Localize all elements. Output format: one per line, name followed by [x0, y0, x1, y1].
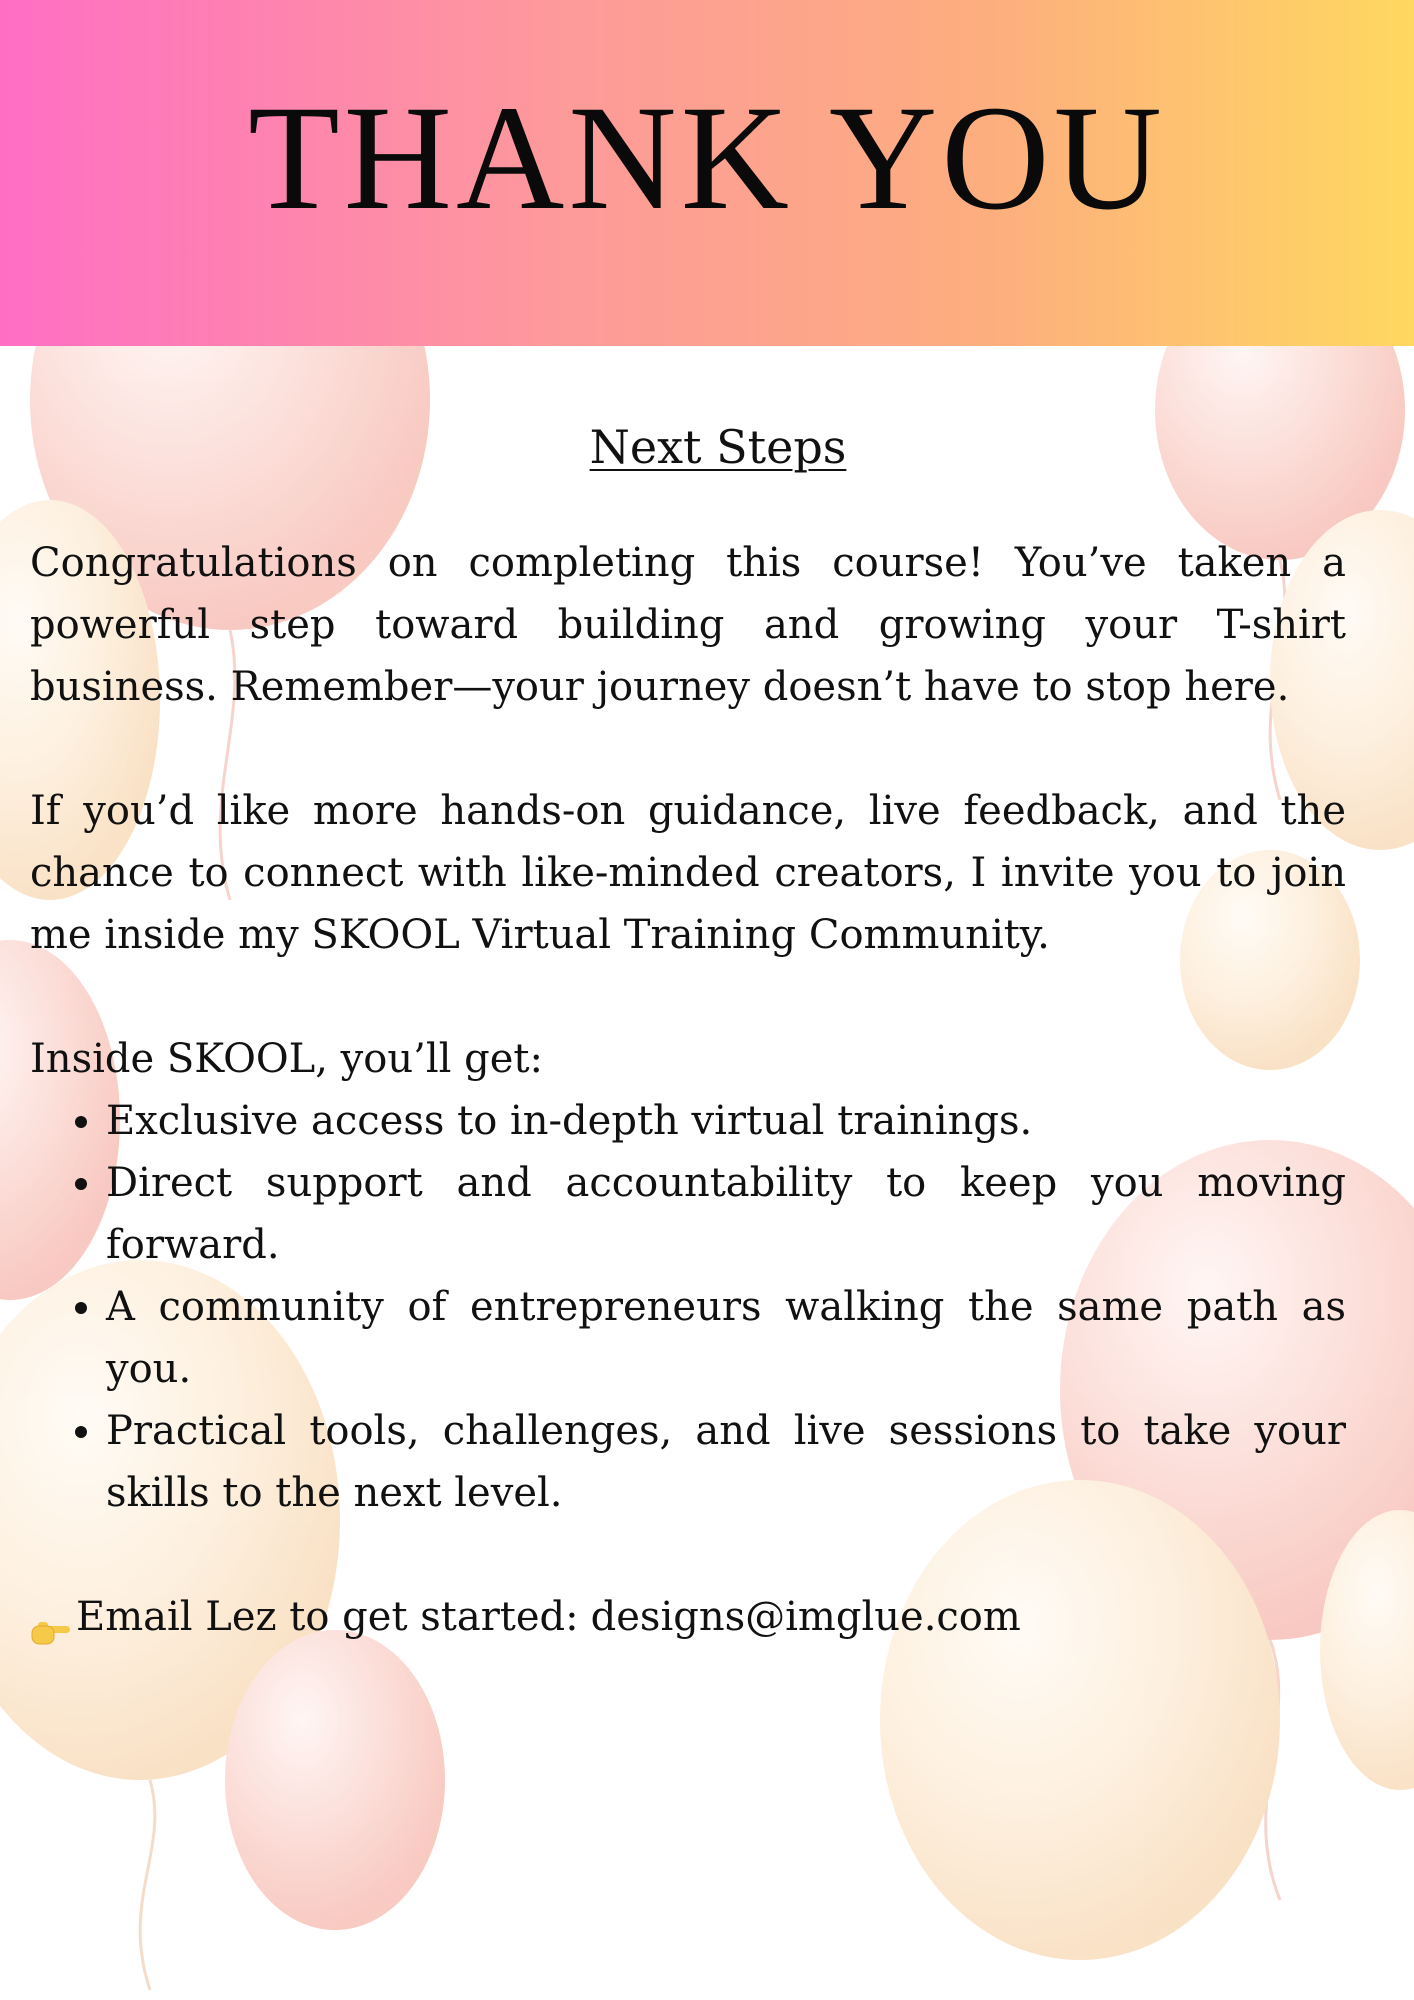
header-banner — [0, 0, 1414, 346]
call-to-action — [30, 1586, 1346, 1648]
pointing-hand-icon — [30, 1602, 72, 1632]
benefits-intro: Inside SKOOL, you’ll get: — [30, 1036, 543, 1082]
section-title: Next Steps — [589, 420, 847, 474]
main-content — [30, 420, 1346, 1648]
list-item: • Exclusive access to in-depth virtual trainings. — [106, 1090, 1346, 1152]
balloon — [225, 1630, 445, 1930]
list-item: • A community of entrepreneurs walking the same path as you. — [106, 1276, 1346, 1400]
page-title: THANK YOU — [248, 75, 1166, 241]
paragraph-congratulations: Congratulations on completing this course! You’ve taken a powerful step toward building and growing your T-shirt business. Remember—your journey doesn’t have to stop here. — [30, 540, 1346, 710]
list-item: • Direct support and accountability to keep you moving forward. — [106, 1152, 1346, 1276]
benefits-list — [30, 1090, 1346, 1524]
cta-label: Email Lez to get started: — [76, 1594, 579, 1640]
paragraph-invitation: If you’d like more hands-on guidance, live feedback, and the chance to connect with like-minded creators, I invite you to join me inside my SKOOL Virtual Training Community. — [30, 788, 1346, 958]
email-link[interactable]: designs@imglue.com — [590, 1594, 1021, 1640]
list-item: • Practical tools, challenges, and live sessions to take your skills to the next level. — [106, 1400, 1346, 1524]
